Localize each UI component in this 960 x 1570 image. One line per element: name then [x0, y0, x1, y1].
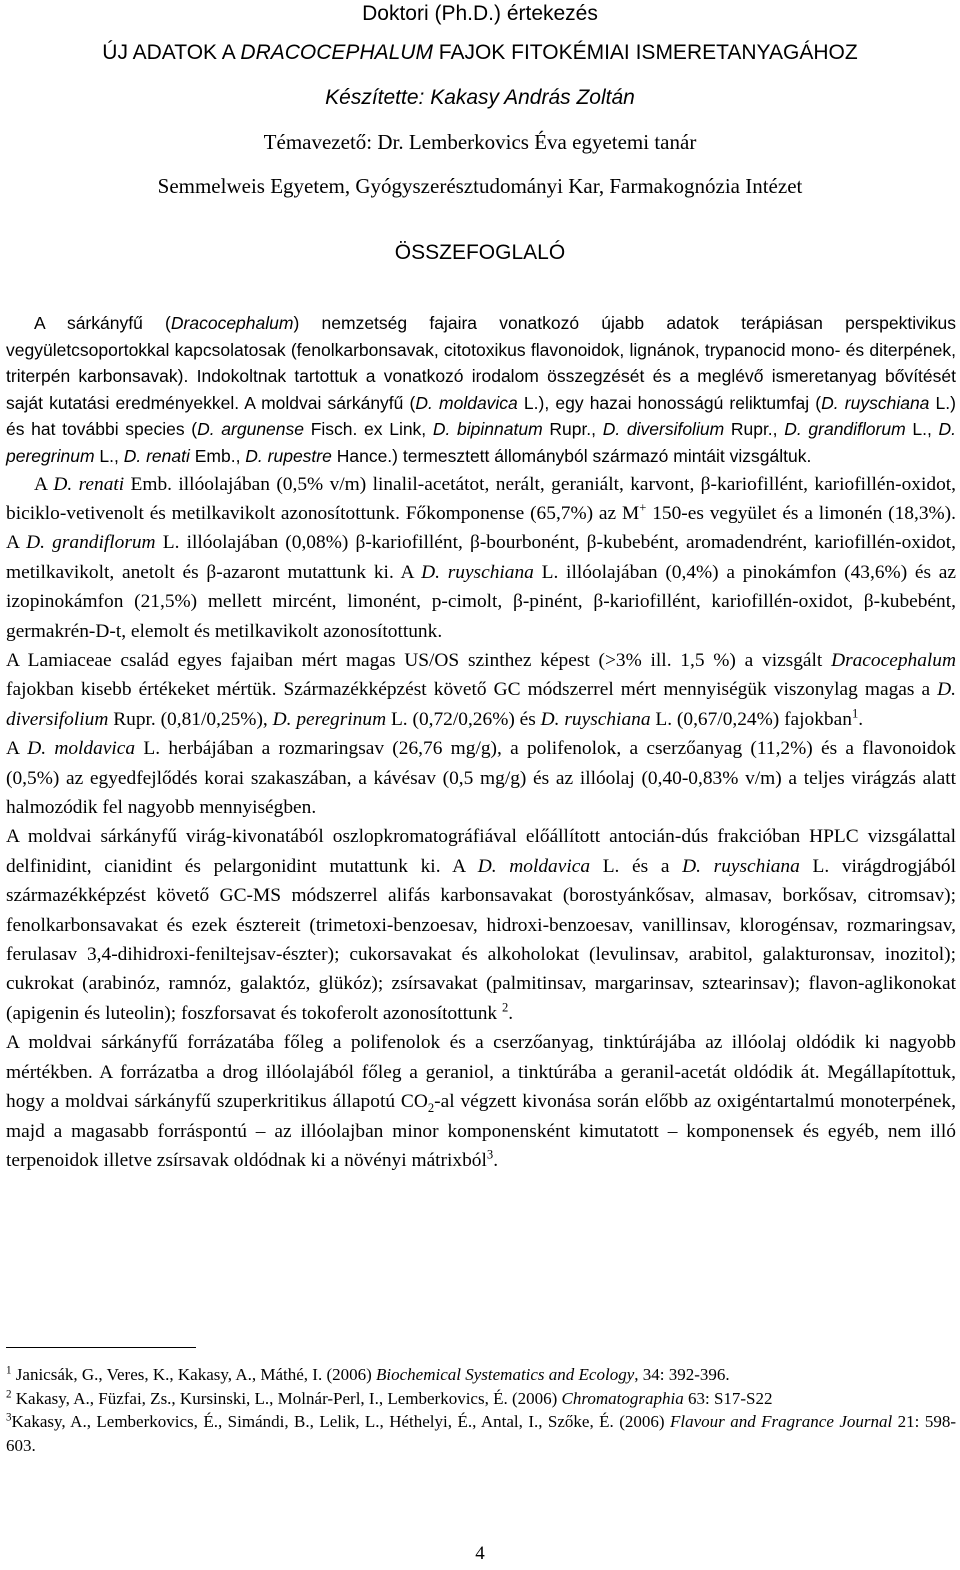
- summary-heading: ÖSSZEFOGLALÓ: [394, 241, 566, 264]
- text-run: +: [639, 500, 647, 515]
- text-run: D. diversifolium: [602, 419, 725, 440]
- text-run: D. moldavica: [27, 738, 136, 760]
- text-run: L. virágdrogjából származékképzést követő GC-MS módszerrel alifás karbonsavakat (borostyánkősav, almasav, borkősav, citromsav); fenolkarbonsavakat és ezek észtereit (trimetoxi-benzoesav, hidroxi-benzoesav, vanillinsav, klorogénsav, rozmaringsav, ferulasav 3,4-dihidroxi-feniltejsav-észter); cukorsavakat és alkoholokat (levulinsav, arabitol, galakturonsav, inozitol); cukrokat (arabinóz, ramnóz, galaktóz, glükóz); zsírsavakat (palmitinsav, margarinsav, sztearinsav); flavon-aglikonokat (apigenin és luteolin); foszforsavat és tokoferolt azonosítottunk: [6, 855, 957, 1024]
- text-run: 3: [6, 1411, 12, 1424]
- text-run: 1: [6, 1364, 12, 1377]
- text-run: L. illóolajában (0,08%) β-kariofillént, β-bourbonént, β-kubebént, aromadendrént, kariofillén-oxidot, metilkavikolt, anetolt és β-azaront mutattunk ki. A: [6, 532, 956, 583]
- text-run: 150-es vegyület és a limonén (18,3%). A: [6, 502, 956, 554]
- text-run: D. moldavica: [415, 392, 518, 413]
- text-run: Rupr.,: [542, 419, 603, 440]
- title-part-2: FAJOK FITOKÉMIAI ISMERETANYAGÁHOZ: [432, 41, 858, 64]
- text-run: D. ruyschiana: [421, 561, 534, 583]
- text-run: A: [6, 738, 28, 760]
- document-type: Doktori (Ph.D.) értekezés: [362, 2, 598, 25]
- text-run: A sárkányfű (: [34, 313, 171, 333]
- footnotes: [6, 1363, 956, 1457]
- text-run: 1: [851, 706, 859, 721]
- text-run: 2: [501, 1000, 509, 1015]
- summary-paragraph: [6, 470, 956, 646]
- text-run: D. argunense: [197, 419, 305, 440]
- text-run: ) nemzetség fajaira vonatkozó újabb adatok terápiásan perspektivikus vegyületcsoportokkal kapcsolatosak (fenolkarbonsavak, citotoxikus flavonoidok, lignánok, trypanocid mono- és diterpének, triterpén karbonsavak). Indokoltnak tartottuk a vonatkozó irodalom összegzését és a meglévő ismeretanyag bővítését saját kutatási eredményekkel. A moldvai sárkányfű (: [6, 313, 956, 413]
- text-run: D. rupestre: [245, 445, 332, 466]
- text-run: D. diversifolium: [6, 679, 956, 730]
- text-run: D. peregrinum: [272, 708, 387, 730]
- text-run: L.,: [94, 445, 124, 466]
- text-run: Dracocephalum: [831, 650, 956, 671]
- text-run: 2: [6, 1387, 12, 1400]
- text-run: D. renati: [123, 445, 190, 466]
- text-run: D. bipinnatum: [432, 419, 543, 440]
- text-run: L. herbájában a rozmaringsav (26,76 mg/g), a polifenolok, a cserzőanyag (11,2%) és a flavonoidok (0,5%) az egyedfejlődés korai szakaszában, a kávésav (0,5 mg/g) és az illóolaj (0,40-0,83% v/m) a teljes virágzás alatt halmozódik fel nagyobb mennyiségben.: [6, 738, 956, 819]
- summary-paragraph: [6, 734, 956, 822]
- footnote-divider: [6, 1347, 196, 1348]
- summary-body: [6, 310, 956, 1175]
- text-run: fajokban kisebb értékeket mértük. Származékképzést követő GC módszerrel mért mennyiségük viszonylag magas a: [6, 679, 938, 701]
- text-run: D. renati: [53, 473, 125, 495]
- text-run: D. ruyschiana: [540, 708, 651, 730]
- title-genus: DRACOCEPHALUM: [240, 41, 433, 64]
- text-run: 3: [486, 1147, 494, 1162]
- text-run: Emb.,: [189, 445, 246, 466]
- text-run: Hance.) termesztett állományból származó mintáit vizsgáltuk.: [331, 445, 812, 466]
- text-run: Rupr. (0,81/0,25%),: [108, 708, 273, 730]
- text-run: A: [34, 473, 54, 495]
- text-run: D. ruyschiana: [682, 855, 800, 877]
- institution-line: Semmelweis Egyetem, Gyógyszerésztudományi Kar, Farmakognózia Intézet: [157, 174, 803, 198]
- text-run: Rupr.,: [724, 419, 785, 440]
- text-run: 2: [427, 1100, 435, 1115]
- text-run: Dracocephalum: [170, 313, 294, 333]
- summary-paragraph: [6, 822, 956, 1028]
- text-run: .: [493, 1149, 499, 1171]
- supervisor-line: Témavezető: Dr. Lemberkovics Éva egyetemi tanár: [263, 130, 697, 154]
- text-run: A moldvai sárkányfű forrázatába főleg a polifenolok és a cserzőanyag, tinktúrájába az illóolaj oldódik ki nagyobb mértékben. A forrázatba a drog illóolajából főleg a geraniol, a tinktúrába a geranil-acetát oldódik át. Megállapítottuk, hogy a moldvai sárkányfű szuperkritikus állapotú CO: [6, 1032, 956, 1113]
- text-run: , 34: 392-396.: [634, 1365, 730, 1384]
- text-run: L. és a: [590, 855, 683, 877]
- text-run: D. grandiflorum: [26, 532, 156, 554]
- text-run: L.) és hat további species (: [6, 392, 956, 440]
- text-run: 63: S17-S22: [683, 1388, 773, 1408]
- footnote: [6, 1387, 956, 1411]
- text-run: L. (0,72/0,26%) és: [386, 708, 541, 730]
- text-run: Kakasy, A., Lemberkovics, É., Simándi, B., Lelik, L., Héthelyi, É., Antal, I., Szőke, É. (2006): [11, 1412, 671, 1431]
- text-run: L.,: [905, 419, 939, 440]
- title-part-1: ÚJ ADATOK A: [102, 41, 241, 64]
- text-run: Flavour and Fragrance Journal: [670, 1412, 893, 1431]
- text-run: -al végzett kivonása során előbb az oxigéntartalmú monoterpének, majd a magasabb forráspontú – az illóolajban minor komponensként kimutatott – komponensek és egyéb, nem illó terpenoidok illetve zsírsavak oldódnak ki a növényi mátrixból: [6, 1091, 956, 1171]
- footnote: [6, 1410, 956, 1457]
- text-run: Chromatographia: [561, 1388, 684, 1408]
- summary-paragraph: [6, 646, 956, 734]
- text-run: L. (0,67/0,24%) fajokban: [650, 708, 852, 730]
- text-run: A Lamiaceae család egyes fajaiban mért magas US/OS szinthez képest (>3% ill. 1,5 %) a vizsgált: [6, 650, 832, 671]
- footnote: [6, 1363, 956, 1387]
- text-run: Janicsák, G., Veres, K., Kakasy, A., Máthé, I. (2006): [11, 1365, 377, 1384]
- text-run: .: [508, 1002, 514, 1024]
- text-run: Biochemical Systematics and Ecology: [376, 1365, 635, 1384]
- text-run: L.), egy hazai honosságú reliktumfaj (: [517, 392, 822, 413]
- text-run: L. illóolajában (0,4%) a pinokámfon (43,6%) és az izopinokámfon (21,5%) mellett mircént, limonént, p-cimolt, β-pinént, β-kariofillént, kariofillén-oxidot, β-kubebént, germakrén-D-t, elemolt és metilkavikolt azonosítottunk.: [6, 561, 956, 642]
- summary-paragraph: [6, 1028, 956, 1175]
- text-run: D. ruyschiana: [821, 392, 930, 413]
- text-run: D. grandiflorum: [784, 419, 906, 440]
- text-run: D. peregrinum: [6, 419, 956, 466]
- text-run: Kakasy, A., Füzfai, Zs., Kursinski, L., Molnár-Perl, I., Lemberkovics, É. (2006): [11, 1388, 562, 1408]
- summary-paragraph: [6, 310, 956, 470]
- text-run: Emb. illóolajában (0,5% v/m) linalil-acetátot, nerált, geraniált, karvont, β-kariofillént, kariofillén-oxidot, biciklo-vetivenolt és metilkavikolt azonosítottunk. Főkomponense (65,7%) az M: [6, 473, 957, 524]
- text-run: 21: 598-603.: [6, 1412, 956, 1455]
- text-run: .: [858, 708, 864, 730]
- author-line: Készítette: Kakasy András Zoltán: [325, 86, 635, 109]
- page-number: 4: [475, 1543, 485, 1564]
- text-run: A moldvai sárkányfű virág-kivonatából oszlopkromatográfiával előállított antocián-dús frakcióban HPLC vizsgálattal delfinidint, cianidint és pelargonidint mutattunk ki. A: [6, 826, 956, 877]
- text-run: D. moldavica: [477, 855, 591, 877]
- thesis-title: [0, 41, 960, 65]
- text-run: Fisch. ex Link,: [304, 419, 433, 440]
